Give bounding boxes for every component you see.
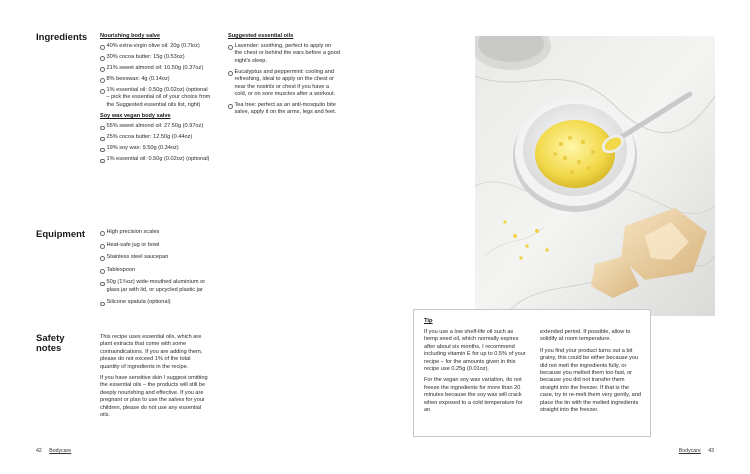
- suggested-oils-heading: Suggested essential oils: [228, 33, 294, 39]
- list-item: Tablespoon: [100, 267, 218, 274]
- list-item: 30% cocoa butter: 15g (0.53oz): [100, 54, 212, 61]
- list-item: 19% soy wax: 9.50g (0.34oz): [100, 145, 212, 152]
- safety-title-line-1: Safety: [36, 333, 65, 344]
- list-item: 40% extra-virgin olive oil: 20g (0.7loz): [100, 43, 212, 50]
- list-item: 25% cocoa butter: 12.50g (0.44oz): [100, 134, 212, 141]
- tip-box: [413, 309, 651, 437]
- equipment-list: [100, 229, 218, 307]
- suggested-oils-column: [228, 33, 340, 120]
- safety-notes-title: [36, 334, 65, 354]
- ingredients-title: Ingredients: [36, 32, 88, 43]
- tip-paragraph: If you find your product turns out a bit grainy, this could be either because you did not melt the ingredients fully, or because you melted them too fast, or because you did not transfer them straight into the freezer. If that is the case, try to re-melt them very gently, and place the tin with the melted ingredients straight into the freezer.: [540, 347, 641, 414]
- list-item: 8% beeswax: 4g (0.14oz): [100, 76, 212, 83]
- list-item: Tea tree: perfect as an anti-mosquito bite salve, apply it on the arms, legs and feet.: [228, 102, 340, 117]
- page-number-left: 42: [36, 448, 42, 454]
- list-item: Stainless steel saucepan: [100, 254, 218, 261]
- list-item: Lavender: soothing, perfect to apply on the chest or behind the ears before a good night's sleep.: [228, 43, 340, 65]
- footer-brand-left: Bodycare: [49, 448, 72, 454]
- footer-left: [36, 448, 71, 454]
- safety-paragraph: If you have sensitive skin I suggest omitting the essential oils – the products will still be deeply nourishing and effective. If you are pregnant or plan to use the salves for your children, please do not use any essential oils.: [100, 375, 208, 419]
- list-item: 21% sweet almond oil: 10.50g (0.37oz): [100, 65, 212, 72]
- list-item: 1% essential oil: 0.50g (0.02oz) (optional): [100, 156, 212, 163]
- tip-title: Tip: [424, 318, 433, 324]
- tip-paragraph: If you use a low shelf-life oil such as hemp seed oil, which normally expires after about six months, I recommend including vitamin E for up to 0.5% of your recipe – for the amounts given in this recipe use 0.25g (0.01oz).: [424, 329, 526, 373]
- tip-paragraph: For the vegan soy wax variation, do not freeze the ingredients for more than 20 minutes because the soy wax will crack when exposed to a cold temperature for an: [424, 377, 523, 414]
- list-item: 50g (1¾oz) wide-mouthed aluminium or glass jar with lid, or upcycled plastic jar: [100, 279, 218, 294]
- safety-title-line-2: notes: [36, 342, 62, 354]
- nourishing-salve-heading: Nourishing body salve: [100, 33, 160, 39]
- nourishing-salve-column: [100, 33, 212, 167]
- suggested-oils-list: [228, 43, 340, 117]
- list-item: 55% sweet almond oil: 27.50g (0.97oz): [100, 123, 212, 130]
- vegan-salve-list: [100, 123, 212, 163]
- safety-paragraph: This recipe uses essential oils, which are plant extracts that come with some contraindications. If you are adding them, please do not exceed 1% of the total quantity of ingredients in the recipe.: [100, 334, 203, 370]
- vegan-salve-heading: Soy wax vegan body salve: [100, 113, 171, 120]
- equipment-column: [100, 229, 218, 312]
- footer-brand-right: Bodycare: [678, 448, 701, 454]
- list-item: 1% essential oil: 0.50g (0.02oz) (optional – pick the essential oil of your choice from the Suggested essential oils list, right): [100, 87, 212, 109]
- tip-column-1: [424, 329, 526, 418]
- equipment-title: Equipment: [36, 229, 86, 240]
- tip-paragraph: extended period. If possible, allow to solidify at room temperature.: [540, 329, 631, 343]
- safety-notes-column: [100, 334, 210, 423]
- nourishing-salve-list: [100, 43, 212, 109]
- footer-right: [679, 448, 714, 454]
- tip-column-2: [540, 329, 642, 418]
- salve-ingredients-photo: [475, 36, 715, 316]
- list-item: Silicone spatula (optional): [100, 299, 218, 306]
- list-item: Heat-safe jug or bowl: [100, 242, 218, 249]
- page-number-right: 43: [708, 448, 714, 454]
- list-item: Eucalyptus and peppermint: cooling and refreshing, ideal to apply on the chest or near the nostrils or chest if you have a cold, or on sore muscles after a workout.: [228, 69, 340, 99]
- list-item: High precision scales: [100, 229, 218, 236]
